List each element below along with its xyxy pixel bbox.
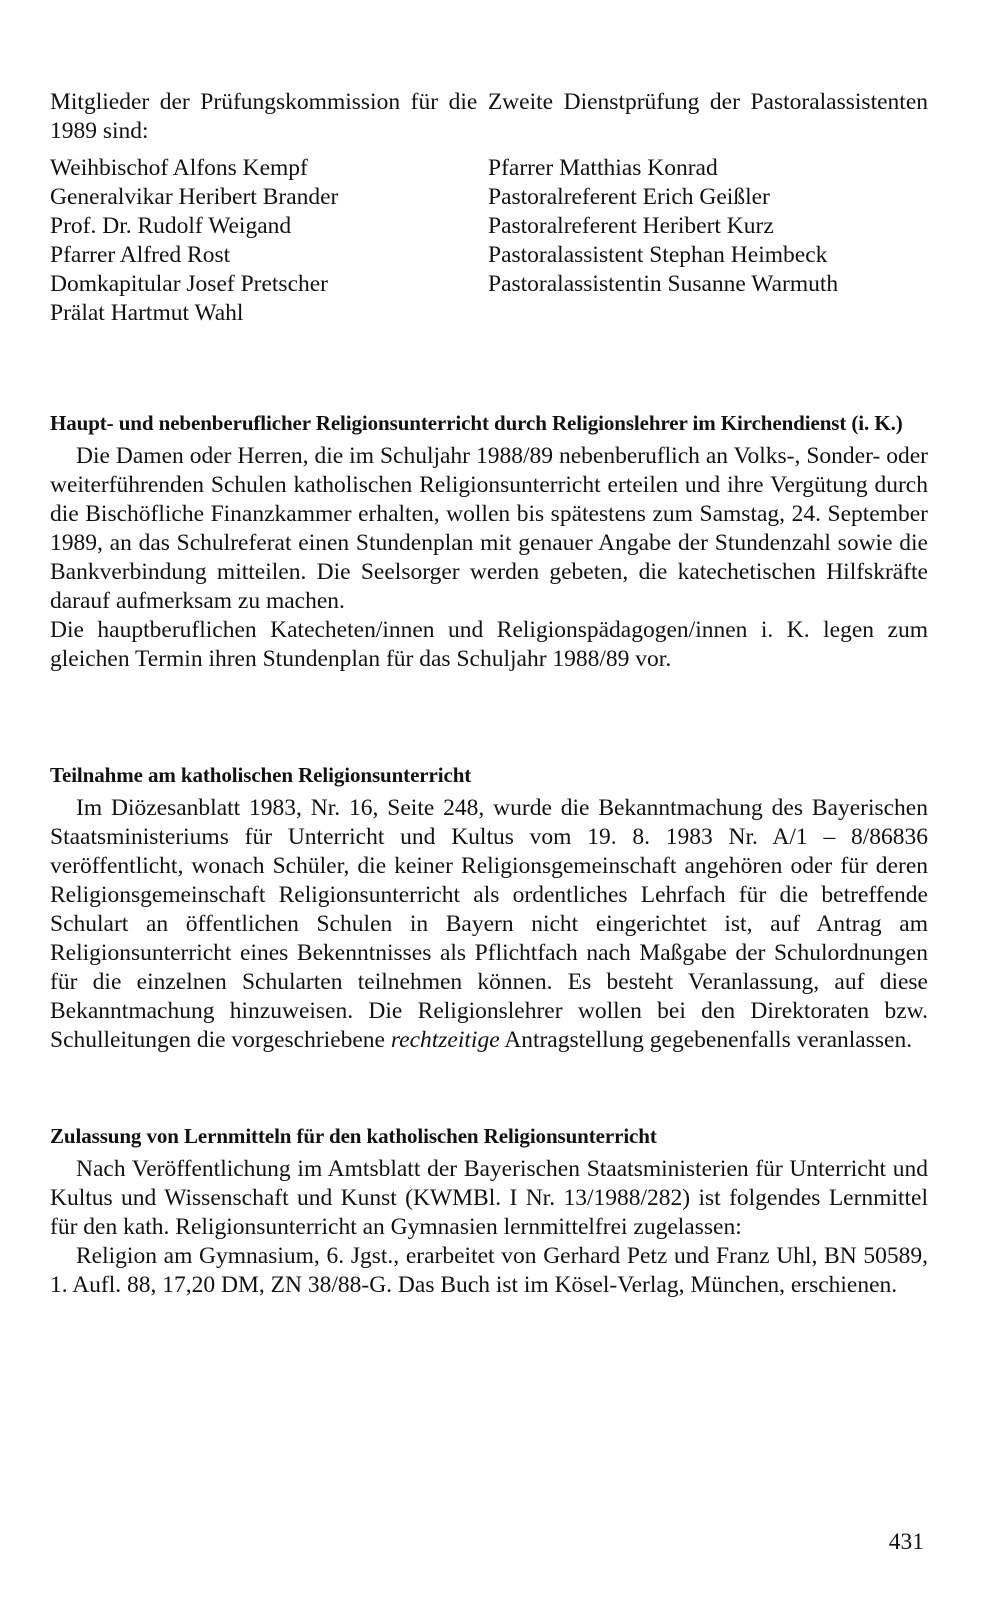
section-paragraph: Die hauptberuflichen Katecheten/innen und Religionspädagogen/innen i. K. legen zum gleichen Termin ihren Stundenplan für das Schuljahr 1988/89 vor.: [50, 617, 928, 672]
members-left-column: [50, 154, 480, 328]
member-name: Prof. Dr. Rudolf Weigand: [50, 213, 292, 239]
section-heading: Teilnahme am katholischen Religionsunterricht: [50, 763, 472, 787]
section-paragraph: Nach Veröffentlichung im Amtsblatt der Bayerischen Staatsministerien für Unterricht und Kultus und Wissenschaft und Kunst (KWMBl. I Nr. 13/1988/282) ist folgendes Lernmittel für den kath. Religionsunterricht an Gymnasien lernmittelfrei zugelassen:: [50, 1156, 928, 1240]
commission-members: [50, 154, 928, 328]
paragraph-text: Im Diözesanblatt 1983, Nr. 16, Seite 248, wurde die Bekanntmachung des Bayerischen Staatsministeriums für Unterricht und Kultus vom 19. 8. 1983 Nr. A/1 – 8/86836 veröffentlicht, wonach Schüler, die keiner Religionsgemeinschaft angehören oder für deren Religionsgemeinschaft Religionsunterricht als ordentliches Lehrfach für die betreffende Schulart an öffentlichen Schulen in Bayern nicht eingerichtet ist, auf Antrag am Religionsunterricht eines Bekenntnisses als Pflichtfach nach Maßgabe der Schulordnungen für die einzelnen Schularten teilnehmen können. Es besteht Veranlassung, auf diese Bekanntmachung hinzuweisen. Die Religionslehrer wollen bei den Direktoraten bzw. Schulleitungen die vorgeschriebene: [50, 795, 928, 1053]
member-name: Pastoralreferent Heribert Kurz: [488, 213, 774, 239]
member-name: Weihbischof Alfons Kempf: [50, 155, 308, 181]
member-name: Pfarrer Matthias Konrad: [488, 155, 718, 181]
section-heading: Zulassung von Lernmitteln für den katholischen Religionsunterricht: [50, 1124, 657, 1148]
member-name: Prälat Hartmut Wahl: [50, 300, 244, 326]
section-teilnahme-religionsunterricht: [50, 762, 928, 1055]
section-religionsunterricht-kirchendienst: [50, 410, 928, 674]
document-page: [50, 88, 928, 1300]
emphasized-word: rechtzeitige: [390, 1027, 500, 1053]
section-zulassung-lernmittel: [50, 1123, 928, 1300]
members-right-column: [488, 154, 928, 328]
member-name: Pastoralassistent Stephan Heimbeck: [488, 242, 828, 268]
member-name: Domkapitular Josef Pretscher: [50, 271, 329, 297]
member-name: Generalvikar Heribert Brander: [50, 184, 339, 210]
paragraph-text: Antragstellung gegebenenfalls veranlassen.: [504, 1027, 913, 1053]
member-name: Pfarrer Alfred Rost: [50, 242, 231, 268]
section-paragraph: Die Damen oder Herren, die im Schuljahr 1988/89 nebenberuflich an Volks-, Sonder- oder weiterführenden Schulen katholischen Religionsunterricht erteilen und ihre Vergütung durch die Bischöfliche Finanzkammer erhalten, wollen bis spätestens zum Samstag, 24. September 1989, an das Schulreferat einen Stundenplan mit genauer Angabe der Stundenzahl sowie die Bankverbindung mitteilen. Die Seelsorger werden gebeten, die katechetischen Hilfskräfte darauf aufmerksam zu machen.: [50, 443, 928, 614]
member-name: Pastoralreferent Erich Geißler: [488, 184, 770, 210]
section-paragraph: [50, 794, 928, 1055]
commission-intro: Mitglieder der Prüfungskommission für die Zweite Dienstprüfung der Pastoralassistenten 1989 sind:: [50, 89, 928, 144]
section-heading: Haupt- und nebenberuflicher Religionsunterricht durch Religionslehrer im Kirchendienst (i. K.): [50, 411, 903, 435]
page-number: 431: [888, 1529, 924, 1555]
member-name: Pastoralassistentin Susanne Warmuth: [488, 271, 839, 297]
section-paragraph: Religion am Gymnasium, 6. Jgst., erarbeitet von Gerhard Petz und Franz Uhl, BN 50589, 1. Aufl. 88, 17,20 DM, ZN 38/88-G. Das Buch ist im Kösel-Verlag, München, erschienen.: [50, 1243, 928, 1298]
